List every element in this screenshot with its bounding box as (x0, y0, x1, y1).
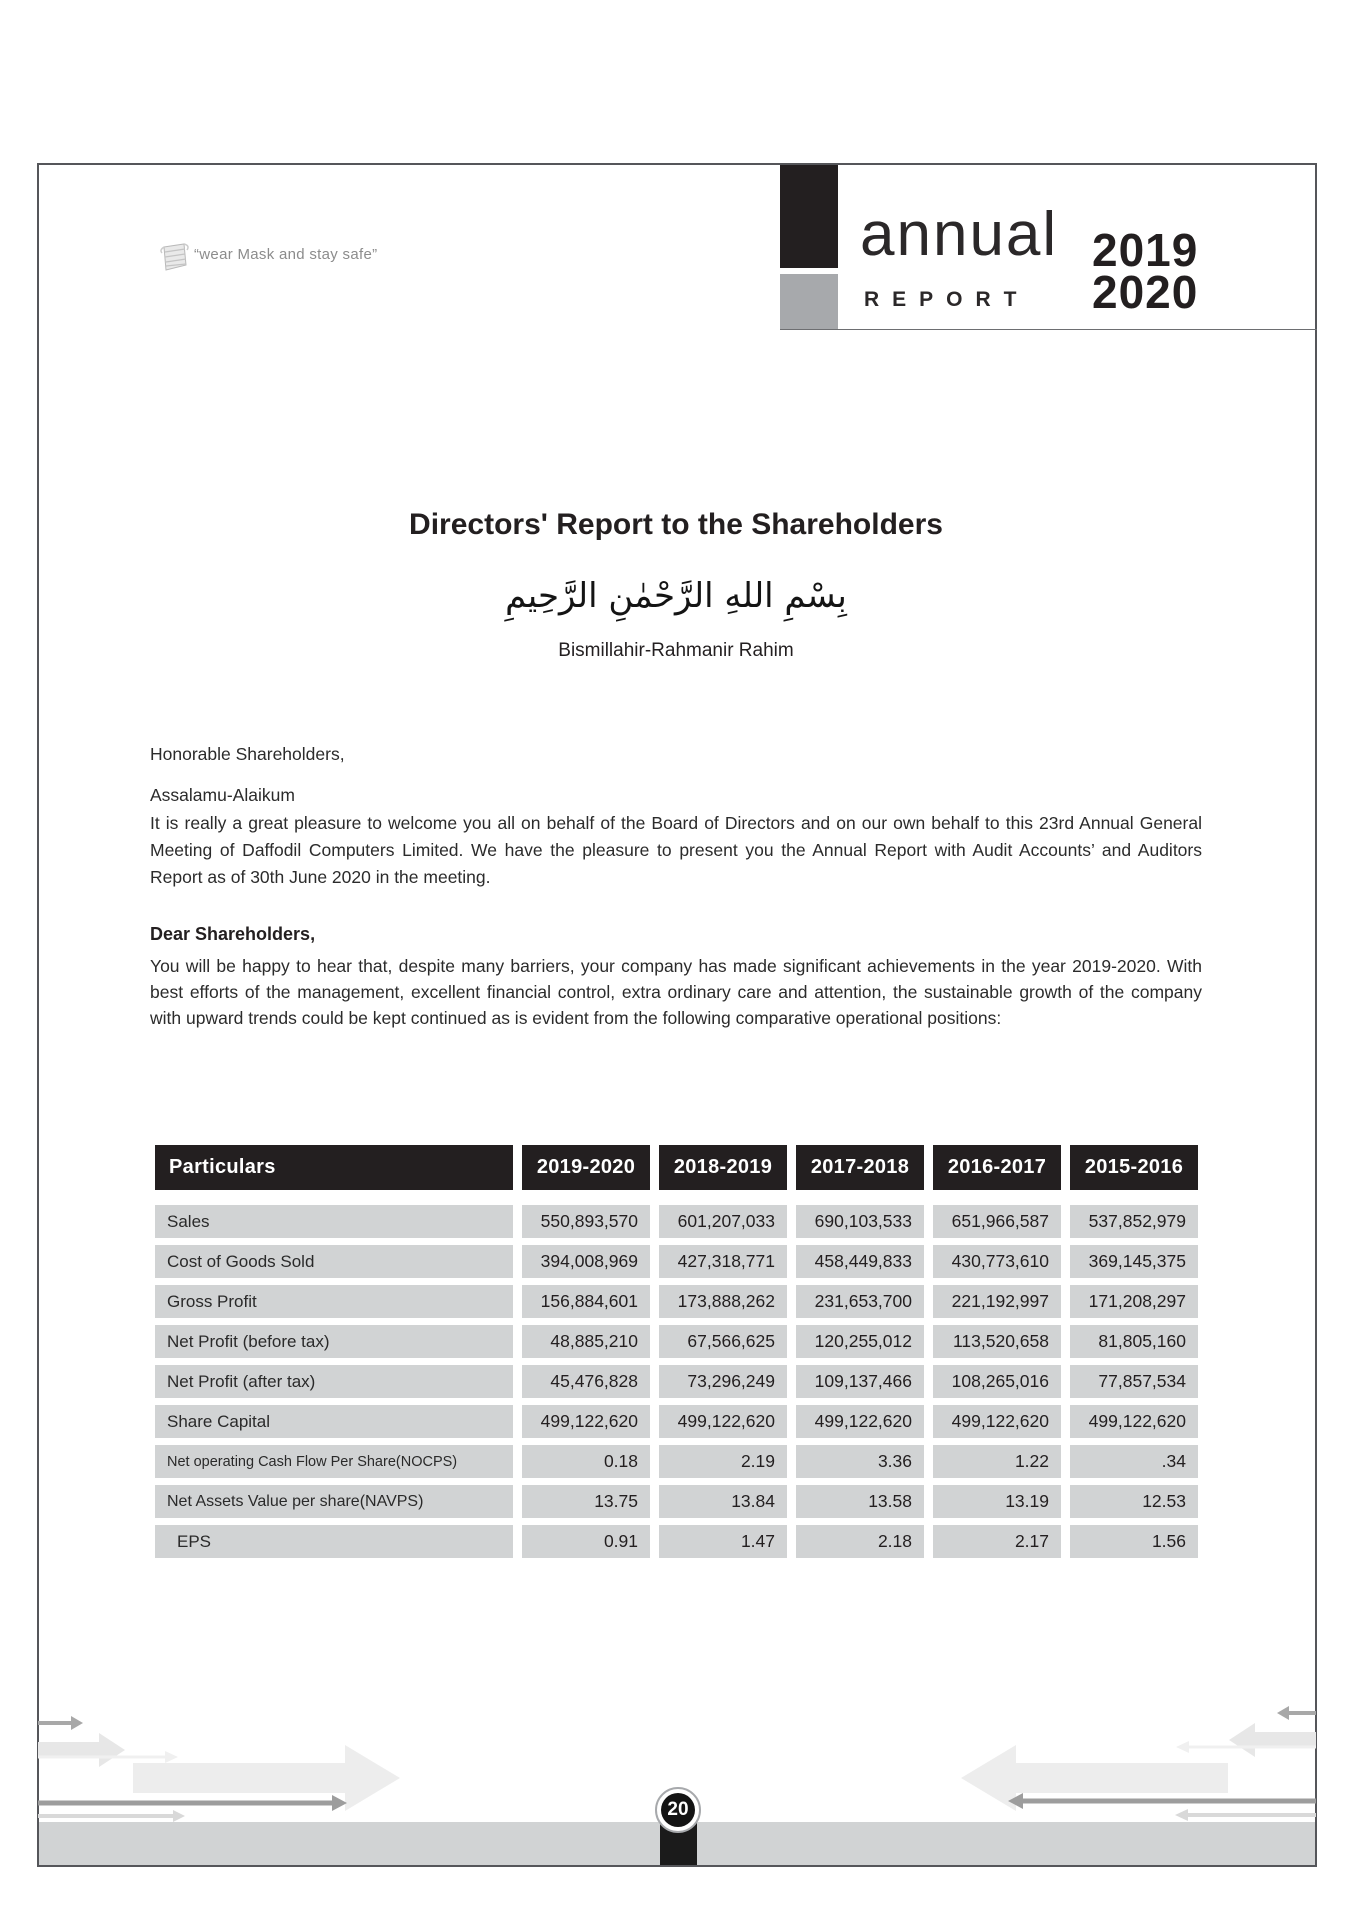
logo-report-word: REPORT (864, 288, 1030, 311)
row-value: 499,122,620 (796, 1405, 924, 1438)
row-value: 231,653,700 (796, 1285, 924, 1318)
row-value: 73,296,249 (659, 1365, 787, 1398)
table-row (155, 1485, 1198, 1518)
arrow-decoration-right (961, 1706, 1316, 1821)
logo-annual-word: annual (860, 200, 1059, 269)
row-value: 651,966,587 (933, 1205, 1061, 1238)
row-value: 1.22 (933, 1445, 1061, 1478)
page-title: Directors' Report to the Shareholders (409, 508, 943, 541)
row-value: 394,008,969 (522, 1245, 650, 1278)
column-header-year: 2018-2019 (659, 1145, 787, 1190)
row-value: 537,852,979 (1070, 1205, 1198, 1238)
row-value: 3.36 (796, 1445, 924, 1478)
row-value: 550,893,570 (522, 1205, 650, 1238)
table-row (155, 1525, 1198, 1558)
column-header-year: 2016-2017 (933, 1145, 1061, 1190)
row-value: 113,520,658 (933, 1325, 1061, 1358)
body-paragraph: You will be happy to hear that, despite many barriers, your company has made significant achievements in the year 2019-2020. With best efforts of the management, excellent financial control, extra ordinary care and attention, the sustainable growth of the company with upward trends could be kept continued as is evident from the following comparative operational positions: (150, 956, 1202, 1028)
row-label: Sales (155, 1205, 513, 1238)
row-value: 690,103,533 (796, 1205, 924, 1238)
row-value: 601,207,033 (659, 1205, 787, 1238)
table-row (155, 1205, 1198, 1238)
row-value: 45,476,828 (522, 1365, 650, 1398)
column-header-year: 2017-2018 (796, 1145, 924, 1190)
row-value: 13.84 (659, 1485, 787, 1518)
page-number-badge (655, 1787, 701, 1833)
table-row (155, 1405, 1198, 1438)
row-value: 0.18 (522, 1445, 650, 1478)
row-value: 77,857,534 (1070, 1365, 1198, 1398)
row-value: 1.56 (1070, 1525, 1198, 1558)
row-label: Share Capital (155, 1405, 513, 1438)
table-row (155, 1325, 1198, 1358)
bismillah-transliteration: Bismillahir-Rahmanir Rahim (558, 640, 794, 661)
row-value: 48,885,210 (522, 1325, 650, 1358)
row-value: 221,192,997 (933, 1285, 1061, 1318)
row-value: 173,888,262 (659, 1285, 787, 1318)
row-value: 13.75 (522, 1485, 650, 1518)
logo-years (1092, 224, 1199, 318)
row-value: 427,318,771 (659, 1245, 787, 1278)
logo-year-bottom: 2020 (1092, 266, 1199, 318)
intro-paragraph: It is really a great pleasure to welcome you all on behalf of the Board of Directors and on our own behalf to this 23rd Annual General Meeting of Daffodil Computers Limited. We have the pleasure to present you the Annual Report with Audit Accounts’ and Auditors Report as of 30th June 2020 in the meeting. (150, 813, 1202, 887)
logo-box-bottom-line (780, 329, 1317, 330)
row-value: 171,208,297 (1070, 1285, 1198, 1318)
row-value: 13.19 (933, 1485, 1061, 1518)
row-value: 499,122,620 (522, 1405, 650, 1438)
row-value: 369,145,375 (1070, 1245, 1198, 1278)
row-value: 156,884,601 (522, 1285, 650, 1318)
logo-year-top: 2019 (1092, 224, 1199, 276)
row-value: 499,122,620 (659, 1405, 787, 1438)
row-value: 81,805,160 (1070, 1325, 1198, 1358)
arrow-decoration-left (38, 1716, 400, 1822)
row-value: 1.47 (659, 1525, 787, 1558)
row-label: EPS (155, 1525, 513, 1558)
row-value: 2.18 (796, 1525, 924, 1558)
safety-note-text: “wear Mask and stay safe” (194, 246, 378, 263)
row-value: 12.53 (1070, 1485, 1198, 1518)
row-label: Net Profit (before tax) (155, 1325, 513, 1358)
row-value: 2.19 (659, 1445, 787, 1478)
row-value: 430,773,610 (933, 1245, 1061, 1278)
table-body (155, 1205, 1198, 1558)
column-header-year: 2019-2020 (522, 1145, 650, 1190)
table-row (155, 1445, 1198, 1478)
table-row (155, 1245, 1198, 1278)
row-label: Net operating Cash Flow Per Share(NOCPS) (155, 1445, 513, 1478)
row-value: 499,122,620 (1070, 1405, 1198, 1438)
row-label: Net Profit (after tax) (155, 1365, 513, 1398)
table-row (155, 1365, 1198, 1398)
row-value: 67,566,625 (659, 1325, 787, 1358)
column-header-year: 2015-2016 (1070, 1145, 1198, 1190)
row-value: 0.91 (522, 1525, 650, 1558)
row-label: Gross Profit (155, 1285, 513, 1318)
logo-black-square (780, 165, 838, 268)
logo-gray-square (780, 274, 838, 329)
row-value: 499,122,620 (933, 1405, 1061, 1438)
dear-shareholders-heading: Dear Shareholders, (150, 924, 316, 944)
financial-comparison-table (155, 1145, 1198, 1558)
salutation-line-2: Assalamu-Alaikum (150, 785, 295, 805)
table-row (155, 1285, 1198, 1318)
bismillah-calligraphy: بِسْمِ اللهِ الرَّحْمٰنِ الرَّحِيمِ (505, 576, 847, 616)
salutation-line-1: Honorable Shareholders, (150, 744, 345, 764)
row-value: 2.17 (933, 1525, 1061, 1558)
row-value: 458,449,833 (796, 1245, 924, 1278)
row-label: Cost of Goods Sold (155, 1245, 513, 1278)
row-value: 13.58 (796, 1485, 924, 1518)
row-value: .34 (1070, 1445, 1198, 1478)
row-value: 120,255,012 (796, 1325, 924, 1358)
row-value: 108,265,016 (933, 1365, 1061, 1398)
row-label: Net Assets Value per share(NAVPS) (155, 1485, 513, 1518)
column-header-particulars: Particulars (155, 1145, 513, 1190)
row-value: 109,137,466 (796, 1365, 924, 1398)
page-number: 20 (661, 1793, 695, 1827)
mask-icon (160, 241, 190, 273)
table-header-row (155, 1145, 1198, 1190)
